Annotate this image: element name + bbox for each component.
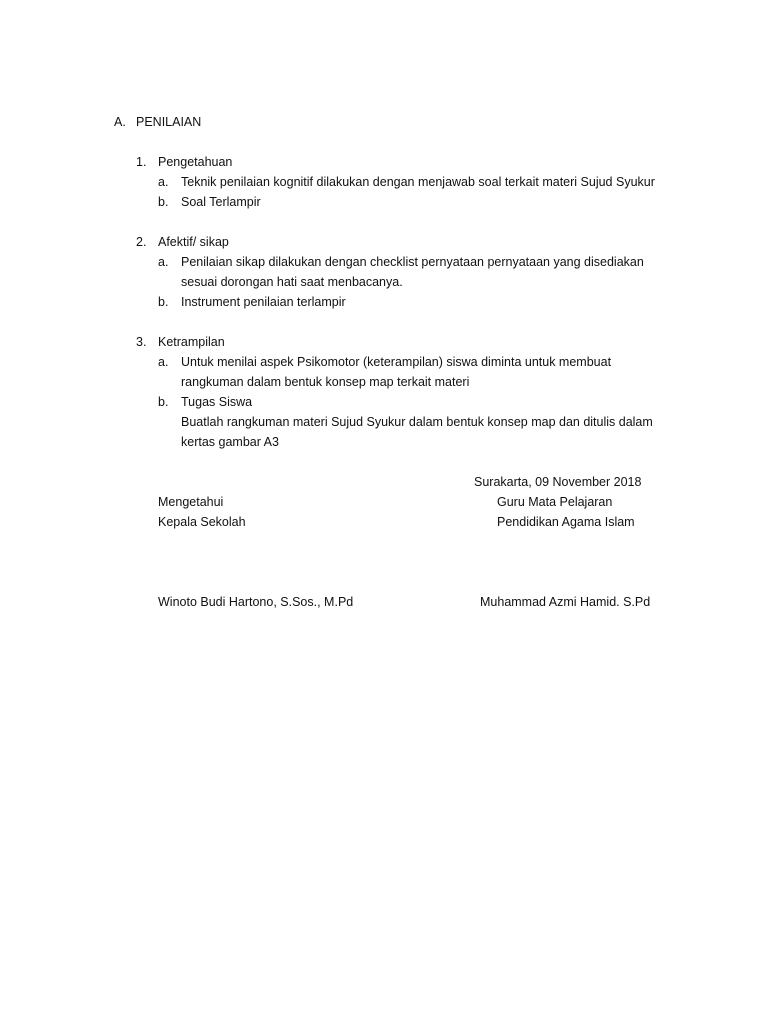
signer-right-name: Muhammad Azmi Hamid. S.Pd [480, 595, 651, 609]
subitem-line: Instrument penilaian terlampir [181, 295, 346, 309]
subitem-letter: a. [158, 355, 169, 369]
subitem-line: Teknik penilaian kognitif dilakukan dengan menjawab soal terkait materi Sujud Syukur [181, 175, 655, 189]
subitem-letter: b. [158, 195, 169, 209]
item-title-pengetahuan: Pengetahuan [158, 155, 233, 169]
signer-left-name: Winoto Budi Hartono, S.Sos., M.Pd [158, 595, 354, 609]
subitem-letter: a. [158, 255, 169, 269]
subitem-line: Soal Terlampir [181, 195, 261, 209]
section-letter: A. [114, 115, 126, 129]
subitem-letter: a. [158, 175, 169, 189]
subitem-line: Penilaian sikap dilakukan dengan checklist pernyataan pernyataan yang disediakan [181, 255, 644, 269]
signer-left-role-line1: Mengetahui [158, 495, 224, 509]
subitem-line: sesuai dorongan hati saat menbacanya. [181, 275, 403, 289]
subitem-letter: b. [158, 295, 169, 309]
item-title-ketrampilan: Ketrampilan [158, 335, 225, 349]
signer-right-role-line2: Pendidikan Agama Islam [497, 515, 635, 529]
signer-right-role-line1: Guru Mata Pelajaran [497, 495, 613, 509]
subitem-line: Tugas Siswa [181, 395, 253, 409]
item-number: 1. [136, 155, 147, 169]
item-number: 3. [136, 335, 147, 349]
subitem-line: kertas gambar A3 [181, 435, 279, 449]
item-number: 2. [136, 235, 147, 249]
place-date: Surakarta, 09 November 2018 [474, 475, 642, 489]
subitem-line: Untuk menilai aspek Psikomotor (keterampilan) siswa diminta untuk membuat [181, 355, 612, 369]
signer-left-role-line2: Kepala Sekolah [158, 515, 246, 529]
item-title-afektif: Afektif/ sikap [158, 235, 229, 249]
subitem-line: Buatlah rangkuman materi Sujud Syukur dalam bentuk konsep map dan ditulis dalam [181, 415, 653, 429]
subitem-line: rangkuman dalam bentuk konsep map terkait materi [181, 375, 470, 389]
section-title: PENILAIAN [136, 115, 202, 129]
subitem-letter: b. [158, 395, 169, 409]
